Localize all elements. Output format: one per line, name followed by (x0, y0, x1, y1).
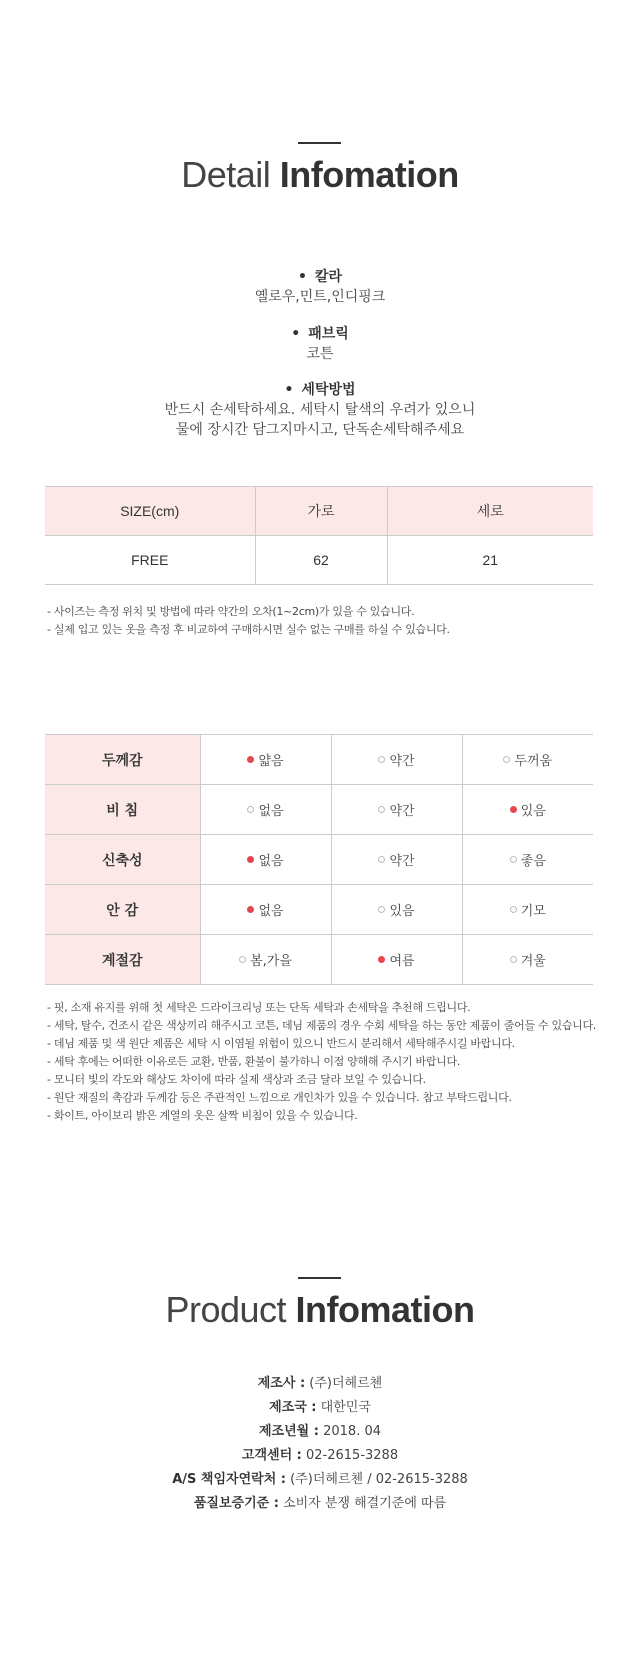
care-notes (47, 999, 596, 1125)
bullet-icon: • (291, 326, 301, 342)
feel-option-label: 없음 (258, 904, 284, 919)
product-row-maker: 제조사 : (주)더헤르첸 (257, 1376, 383, 1391)
feel-option-label: 봄,가을 (250, 954, 292, 969)
feel-label: 계절감 (45, 935, 200, 985)
size-header-size: SIZE(cm) (45, 487, 255, 536)
feel-option-label: 겨울 (520, 954, 546, 969)
feel-row (45, 885, 593, 935)
feel-row (45, 735, 593, 785)
feel-option-cell (200, 935, 331, 985)
care-note: - 화이트, 아이보리 밝은 계열의 옷은 살짝 비침이 있을 수 있습니다. (47, 1109, 358, 1122)
feel-option-cell (462, 735, 593, 785)
size-table-header (45, 487, 593, 536)
size-header-width: 가로 (255, 487, 387, 536)
feel-option-label: 있음 (520, 804, 546, 819)
size-cell-width: 62 (255, 536, 387, 585)
care-note: - 세탁, 탈수, 건조시 같은 색상끼리 해주시고 코튼, 데님 제품의 경우 수회 세탁을 하는 동안 제품이 줄어들 수 있습니다. (47, 1019, 596, 1032)
feel-option-label: 여름 (389, 954, 415, 969)
fabric-value: 코튼 (306, 346, 334, 362)
feel-option (378, 900, 414, 919)
product-row-as: A/S 책임자연락처 : (주)더헤르첸 / 02-2615-3288 (172, 1472, 468, 1487)
radio-empty-icon (247, 806, 254, 813)
color-label: 칼라 (314, 269, 342, 285)
radio-empty-icon (239, 956, 246, 963)
size-cell-height: 21 (387, 536, 593, 585)
feel-option (510, 800, 546, 819)
feel-table (45, 734, 593, 985)
feel-option (510, 900, 546, 919)
radio-empty-icon (510, 906, 517, 913)
product-title-bold: Infomation (295, 1289, 475, 1330)
feel-option (378, 800, 414, 819)
feel-option-label: 약간 (389, 754, 415, 769)
radio-empty-icon (510, 856, 517, 863)
product-row-warranty: 품질보증기준 : 소비자 분쟁 해결기준에 따름 (193, 1496, 447, 1511)
feel-option-cell (331, 735, 462, 785)
radio-empty-icon (378, 806, 385, 813)
feel-row (45, 835, 593, 885)
feel-option (510, 950, 546, 969)
radio-empty-icon (378, 756, 385, 763)
size-table-row (45, 536, 593, 585)
feel-option-label: 좋음 (520, 854, 546, 869)
feel-row (45, 785, 593, 835)
fabric-info (0, 324, 640, 364)
feel-option-label: 기모 (520, 904, 546, 919)
radio-empty-icon (378, 906, 385, 913)
detail-title-bold: Infomation (279, 154, 459, 195)
feel-option-cell (331, 935, 462, 985)
detail-title (0, 154, 640, 196)
wash-line-1: 반드시 손세탁하세요. 세탁시 탈색의 우려가 있으니 (164, 402, 476, 418)
feel-option-cell (200, 835, 331, 885)
detail-title-bar (298, 142, 341, 144)
feel-option (378, 950, 414, 969)
feel-option-cell (200, 735, 331, 785)
product-info-list (0, 1372, 640, 1516)
detail-title-light: Detail (181, 154, 271, 195)
care-note: - 세탁 후에는 어떠한 이유로든 교환, 반품, 환불이 불가하니 이점 양해해 주시기 바랍니다. (47, 1055, 461, 1068)
feel-label: 안 감 (45, 885, 200, 935)
feel-option-cell (200, 885, 331, 935)
color-info (0, 267, 640, 307)
feel-option-cell (462, 835, 593, 885)
feel-option-label: 얇음 (258, 754, 284, 769)
radio-selected-icon (247, 756, 254, 763)
feel-option (510, 850, 546, 869)
feel-option-label: 약간 (389, 854, 415, 869)
product-title (0, 1289, 640, 1331)
size-cell-free: FREE (45, 536, 255, 585)
feel-option-cell (331, 885, 462, 935)
feel-option-cell (462, 785, 593, 835)
bullet-icon: • (284, 382, 294, 398)
size-header-height: 세로 (387, 487, 593, 536)
product-row-country: 제조국 : 대한민국 (269, 1400, 371, 1415)
bullet-icon: • (297, 269, 307, 285)
feel-option (378, 750, 414, 769)
feel-label: 두께감 (45, 735, 200, 785)
radio-empty-icon (510, 956, 517, 963)
wash-label: 세탁방법 (301, 382, 356, 398)
feel-option (239, 950, 292, 969)
feel-option-label: 없음 (258, 854, 284, 869)
feel-option-label: 있음 (389, 904, 415, 919)
feel-option (247, 900, 283, 919)
care-note: - 원단 재질의 촉감과 두께감 등은 주관적인 느낌으로 개인차가 있을 수 있습니다. 참고 부탁드립니다. (47, 1091, 512, 1104)
feel-row (45, 935, 593, 985)
product-row-cs: 고객센터 : 02-2615-3288 (241, 1448, 399, 1463)
care-note: - 모니터 빛의 각도와 해상도 차이에 따라 실제 색상과 조금 달라 보일 수 있습니다. (47, 1073, 426, 1086)
care-note: - 핏, 소재 유지를 위해 첫 세탁은 드라이크리닝 또는 단독 세탁과 손세탁을 추천해 드립니다. (47, 1001, 471, 1014)
feel-option (503, 750, 552, 769)
feel-option-label: 없음 (258, 804, 284, 819)
feel-option-cell (331, 785, 462, 835)
fabric-label: 패브릭 (308, 326, 349, 342)
feel-option-label: 두꺼움 (514, 754, 553, 769)
feel-option-cell (462, 885, 593, 935)
wash-info (0, 380, 640, 440)
feel-option-label: 약간 (389, 804, 415, 819)
radio-empty-icon (503, 756, 510, 763)
feel-option (247, 750, 283, 769)
feel-option (247, 800, 283, 819)
product-title-bar (298, 1277, 341, 1279)
radio-empty-icon (378, 856, 385, 863)
feel-option (378, 850, 414, 869)
care-note: - 데님 제품 및 색 원단 제품은 세탁 시 이염될 위험이 있으니 반드시 분리해서 세탁해주시길 바랍니다. (47, 1037, 515, 1050)
size-notes (47, 603, 450, 639)
radio-selected-icon (247, 856, 254, 863)
size-table (45, 486, 593, 585)
product-row-date: 제조년월 : 2018. 04 (259, 1424, 381, 1439)
radio-selected-icon (378, 956, 385, 963)
feel-label: 비 침 (45, 785, 200, 835)
wash-line-2: 물에 장시간 담그지마시고, 단독손세탁해주세요 (175, 422, 465, 438)
feel-option-cell (462, 935, 593, 985)
color-value: 옐로우,민트,인디핑크 (254, 289, 386, 305)
size-note: - 실제 입고 있는 옷을 측정 후 비교하여 구매하시면 실수 없는 구매를 하실 수 있습니다. (47, 623, 450, 636)
size-note: - 사이즈는 측정 위치 및 방법에 따라 약간의 오차(1~2cm)가 있을 수 있습니다. (47, 605, 415, 618)
product-title-light: Product (165, 1289, 287, 1330)
radio-selected-icon (510, 806, 517, 813)
feel-option-cell (200, 785, 331, 835)
radio-selected-icon (247, 906, 254, 913)
feel-label: 신축성 (45, 835, 200, 885)
feel-option-cell (331, 835, 462, 885)
feel-option (247, 850, 283, 869)
